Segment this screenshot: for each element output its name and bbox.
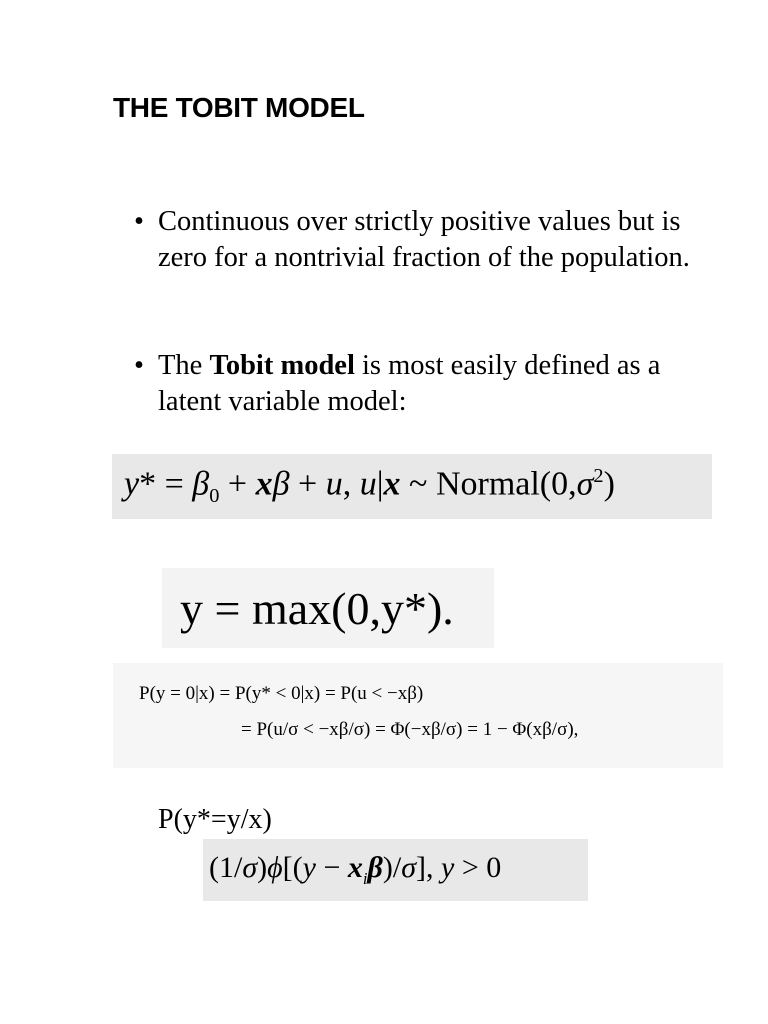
density-equation [203, 839, 588, 901]
latent-equation-render: $y* = \beta_0 + x\beta + u$, u|x ~ $Normal(0,\sigma^2)$ [124, 464, 615, 508]
bullet-text [158, 348, 694, 420]
bullet-item-tobit-definition [134, 348, 694, 420]
probability-zero-line-1: P(y = 0|x) = P(y* < 0|x) = P(u < −xβ) [139, 683, 424, 704]
bullet-bold-term: Tobit model [209, 350, 355, 381]
density-label: P(y*=y/x) [158, 804, 272, 835]
bullet-text-end: is most easily defined as a latent variable model: [158, 350, 661, 417]
probability-zero-line-2: = P(u/σ < −xβ/σ) = Φ(−xβ/σ) = 1 − Φ(xβ/σ), [241, 719, 579, 740]
bullet-item-continuous [134, 204, 694, 276]
density-equation-render: $(1/\sigma)\phi[(y - x_i\beta)/\sigma]$, y > 0 [209, 851, 502, 888]
probability-zero-equation [113, 663, 723, 768]
bullet-marker: • [134, 350, 144, 381]
bullet-text: Continuous over strictly positive values but is zero for a nontrivial fraction of the population. [158, 206, 690, 273]
observed-variable-equation [162, 568, 494, 648]
bullet-text-start: The [158, 350, 210, 381]
bullet-marker: • [134, 206, 144, 237]
latent-variable-equation [112, 454, 712, 519]
observed-equation-text: y = max(0,y*). [180, 582, 454, 634]
page-title: THE TOBIT MODEL [113, 92, 365, 123]
